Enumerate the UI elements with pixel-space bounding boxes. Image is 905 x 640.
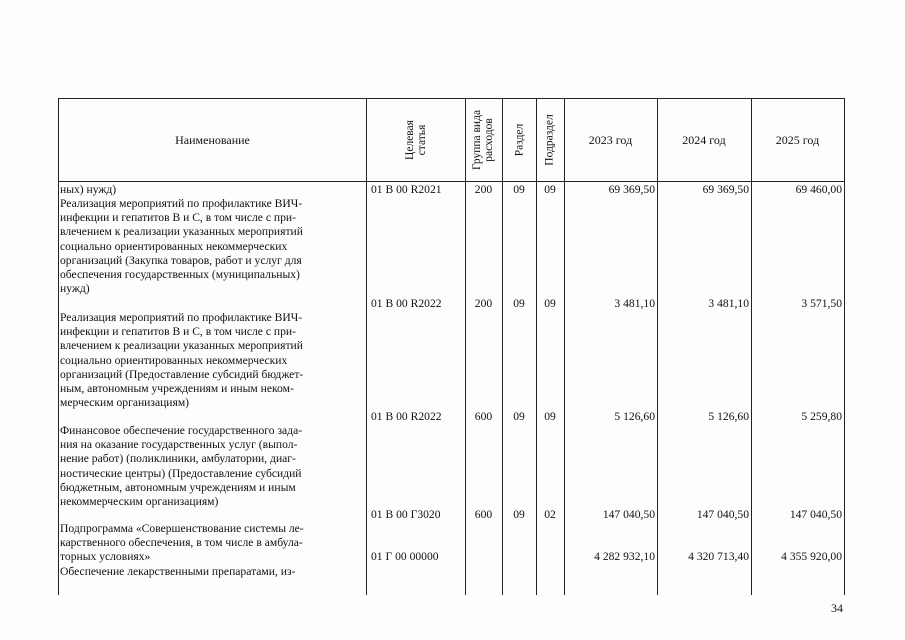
row-y2024: 5 126,60 <box>708 410 749 423</box>
row-code: 01 Г 00 00000 <box>371 550 439 563</box>
row-group: 600 <box>474 508 493 521</box>
row-y2023: 5 126,60 <box>614 410 655 423</box>
row-subsection: 02 <box>544 508 556 521</box>
page-number: 34 <box>831 601 843 615</box>
row-y2025: 3 571,50 <box>801 297 842 310</box>
budget-table <box>58 98 845 595</box>
row-name: Обеспечение лекарственными препаратами, из- <box>60 565 296 578</box>
row-y2025: 4 355 920,00 <box>781 550 842 563</box>
row-group: 200 <box>474 297 493 310</box>
row-code: 01 В 00 R2022 <box>371 410 442 423</box>
row-name: Финансовое обеспечение государственного зада- ния на оказание государственных услуг (выпол- нение работ) (поликлиники, амбулатории, диаг- ностические центры) (Предоставление субсидий бюджетным, автономным учреждениям и иным некоммерческим организациям) <box>60 424 303 509</box>
row-name: ных) нужд) <box>60 183 117 196</box>
header-section: Раздел <box>513 123 525 157</box>
row-y2023: 69 369,50 <box>608 183 655 196</box>
row-y2024: 69 369,50 <box>702 183 749 196</box>
header-expense-group: Группа вида расходов <box>471 109 496 171</box>
row-section: 09 <box>513 508 525 521</box>
header-2024: 2024 год <box>682 132 726 147</box>
row-code: 01 В 00 R2022 <box>371 297 442 310</box>
row-name: Подпрограмма «Совершенствование системы ле- карственного обеспечения, в том числе в амбула- торных условиях» <box>60 522 304 564</box>
row-y2025: 147 040,50 <box>789 508 842 521</box>
row-subsection: 09 <box>544 410 556 423</box>
row-group: 600 <box>474 410 493 423</box>
row-code: 01 В 00 Г3020 <box>371 508 441 521</box>
header-subsection: Подраздел <box>544 114 556 166</box>
row-name: Реализация мероприятий по профилактике ВИЧ- инфекции и гепатитов В и С, в том числе с при- влечением к реализации указанных мероприятий социально ориентированных некоммерческих организаций (Закупка товаров, работ и услуг для обеспечения государственных (муниципальных) нужд) <box>60 197 303 296</box>
header-target-article: Целевая статья <box>403 120 428 160</box>
header-2023: 2023 год <box>588 132 633 147</box>
row-y2024: 147 040,50 <box>696 508 749 521</box>
row-y2025: 5 259,80 <box>801 410 842 423</box>
row-y2024: 4 320 713,40 <box>688 550 749 563</box>
row-y2024: 3 481,10 <box>708 297 749 310</box>
row-section: 09 <box>513 297 525 310</box>
row-subsection: 09 <box>544 183 556 196</box>
row-subsection: 09 <box>544 297 556 310</box>
row-y2025: 69 460,00 <box>795 183 842 196</box>
row-section: 09 <box>513 183 525 196</box>
header-2025: 2025 год <box>775 132 820 147</box>
header-name: Наименование <box>175 132 250 147</box>
row-y2023: 3 481,10 <box>614 297 655 310</box>
row-section: 09 <box>513 410 525 423</box>
row-y2023: 147 040,50 <box>602 508 655 521</box>
row-code: 01 В 00 R2021 <box>371 183 442 196</box>
row-name: Реализация мероприятий по профилактике ВИЧ- инфекции и гепатитов В и С, в том числе с при- влечением к реализации указанных мероприятий социально ориентированных некоммерческих организаций (Предоставление субсидий бюджет- ным, автономным учреждениям и иным неком- мерческим организациям) <box>60 311 304 410</box>
row-y2023: 4 282 932,10 <box>594 550 655 563</box>
row-group: 200 <box>474 183 493 196</box>
